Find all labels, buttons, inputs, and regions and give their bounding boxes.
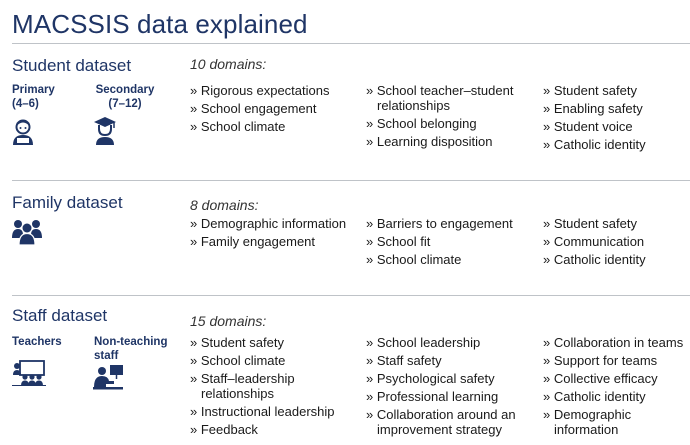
list-item: » Learning disposition	[366, 134, 536, 149]
list-item: » School climate	[366, 252, 536, 267]
list-item: » Feedback	[190, 422, 360, 437]
list-item: » Student safety	[543, 216, 690, 231]
domains-column-2	[366, 83, 536, 152]
graduate-student-icon	[93, 116, 117, 146]
list-item: » School climate	[190, 353, 360, 368]
secondary-label: Secondary (7–12)	[95, 84, 155, 110]
domain-count: 8 domains:	[190, 197, 259, 213]
list-item: » Catholic identity	[543, 389, 690, 404]
student-section	[0, 52, 690, 177]
primary-label: Primary (4–6)	[12, 84, 55, 110]
section-divider	[12, 180, 690, 181]
list-item: » Support for teams	[543, 353, 690, 368]
page-title: MACSSIS data explained	[12, 9, 308, 39]
teacher-classroom-icon	[12, 360, 46, 386]
list-item: » School belonging	[366, 116, 536, 131]
list-item: » Barriers to engagement	[366, 216, 536, 231]
domains-column-2	[366, 216, 536, 270]
domains-column-2	[366, 335, 538, 440]
family-section	[0, 190, 690, 290]
domains-column-1	[190, 216, 360, 252]
list-item: » Psychological safety	[366, 371, 538, 386]
list-item: » Catholic identity	[543, 137, 690, 152]
section-divider	[12, 295, 690, 296]
list-item: » School fit	[366, 234, 536, 249]
section-title: Family dataset	[12, 193, 123, 212]
list-item: » Student safety	[190, 335, 360, 350]
list-item: » Communication	[543, 234, 690, 249]
list-item: » Collaboration in teams	[543, 335, 690, 350]
domains-column-3	[543, 83, 690, 155]
domains-column-3	[543, 335, 690, 440]
primary-student-icon	[11, 118, 35, 146]
family-group-icon	[12, 218, 42, 245]
list-item: » Catholic identity	[543, 252, 690, 267]
list-item: » School engagement	[190, 101, 360, 116]
section-title: Student dataset	[12, 56, 132, 75]
list-item: » Professional learning	[366, 389, 538, 404]
list-item: » Student safety	[543, 83, 690, 98]
domains-column-1	[190, 335, 360, 440]
list-item: » Instructional leadership	[190, 404, 360, 419]
list-item: » School climate	[190, 119, 360, 134]
domain-count: 15 domains:	[190, 313, 267, 329]
list-item: » Family engagement	[190, 234, 360, 249]
office-staff-icon	[93, 363, 125, 391]
domain-count: 10 domains:	[190, 56, 267, 72]
teachers-label: Teachers	[12, 336, 62, 348]
list-item: » Demographic information	[543, 407, 643, 437]
list-item: » Rigorous expectations	[190, 83, 360, 98]
title-divider	[12, 43, 690, 44]
domains-column-1	[190, 83, 360, 137]
domains-column-3	[543, 216, 690, 270]
list-item: » Demographic information	[190, 216, 360, 231]
non-teaching-staff-label: Non-teaching staff	[94, 336, 168, 362]
list-item: » Student voice	[543, 119, 690, 134]
list-item: » School leadership	[366, 335, 538, 350]
list-item: » School teacher–student relationships	[366, 83, 536, 113]
list-item: » Collective efficacy	[543, 371, 690, 386]
list-item: » Staff–leadership relationships	[190, 371, 320, 401]
section-title: Staff dataset	[12, 306, 108, 325]
list-item: » Enabling safety	[543, 101, 690, 116]
staff-section	[0, 303, 690, 445]
list-item: » Collaboration around an improvement strategy	[366, 407, 516, 437]
list-item: » Staff safety	[366, 353, 538, 368]
